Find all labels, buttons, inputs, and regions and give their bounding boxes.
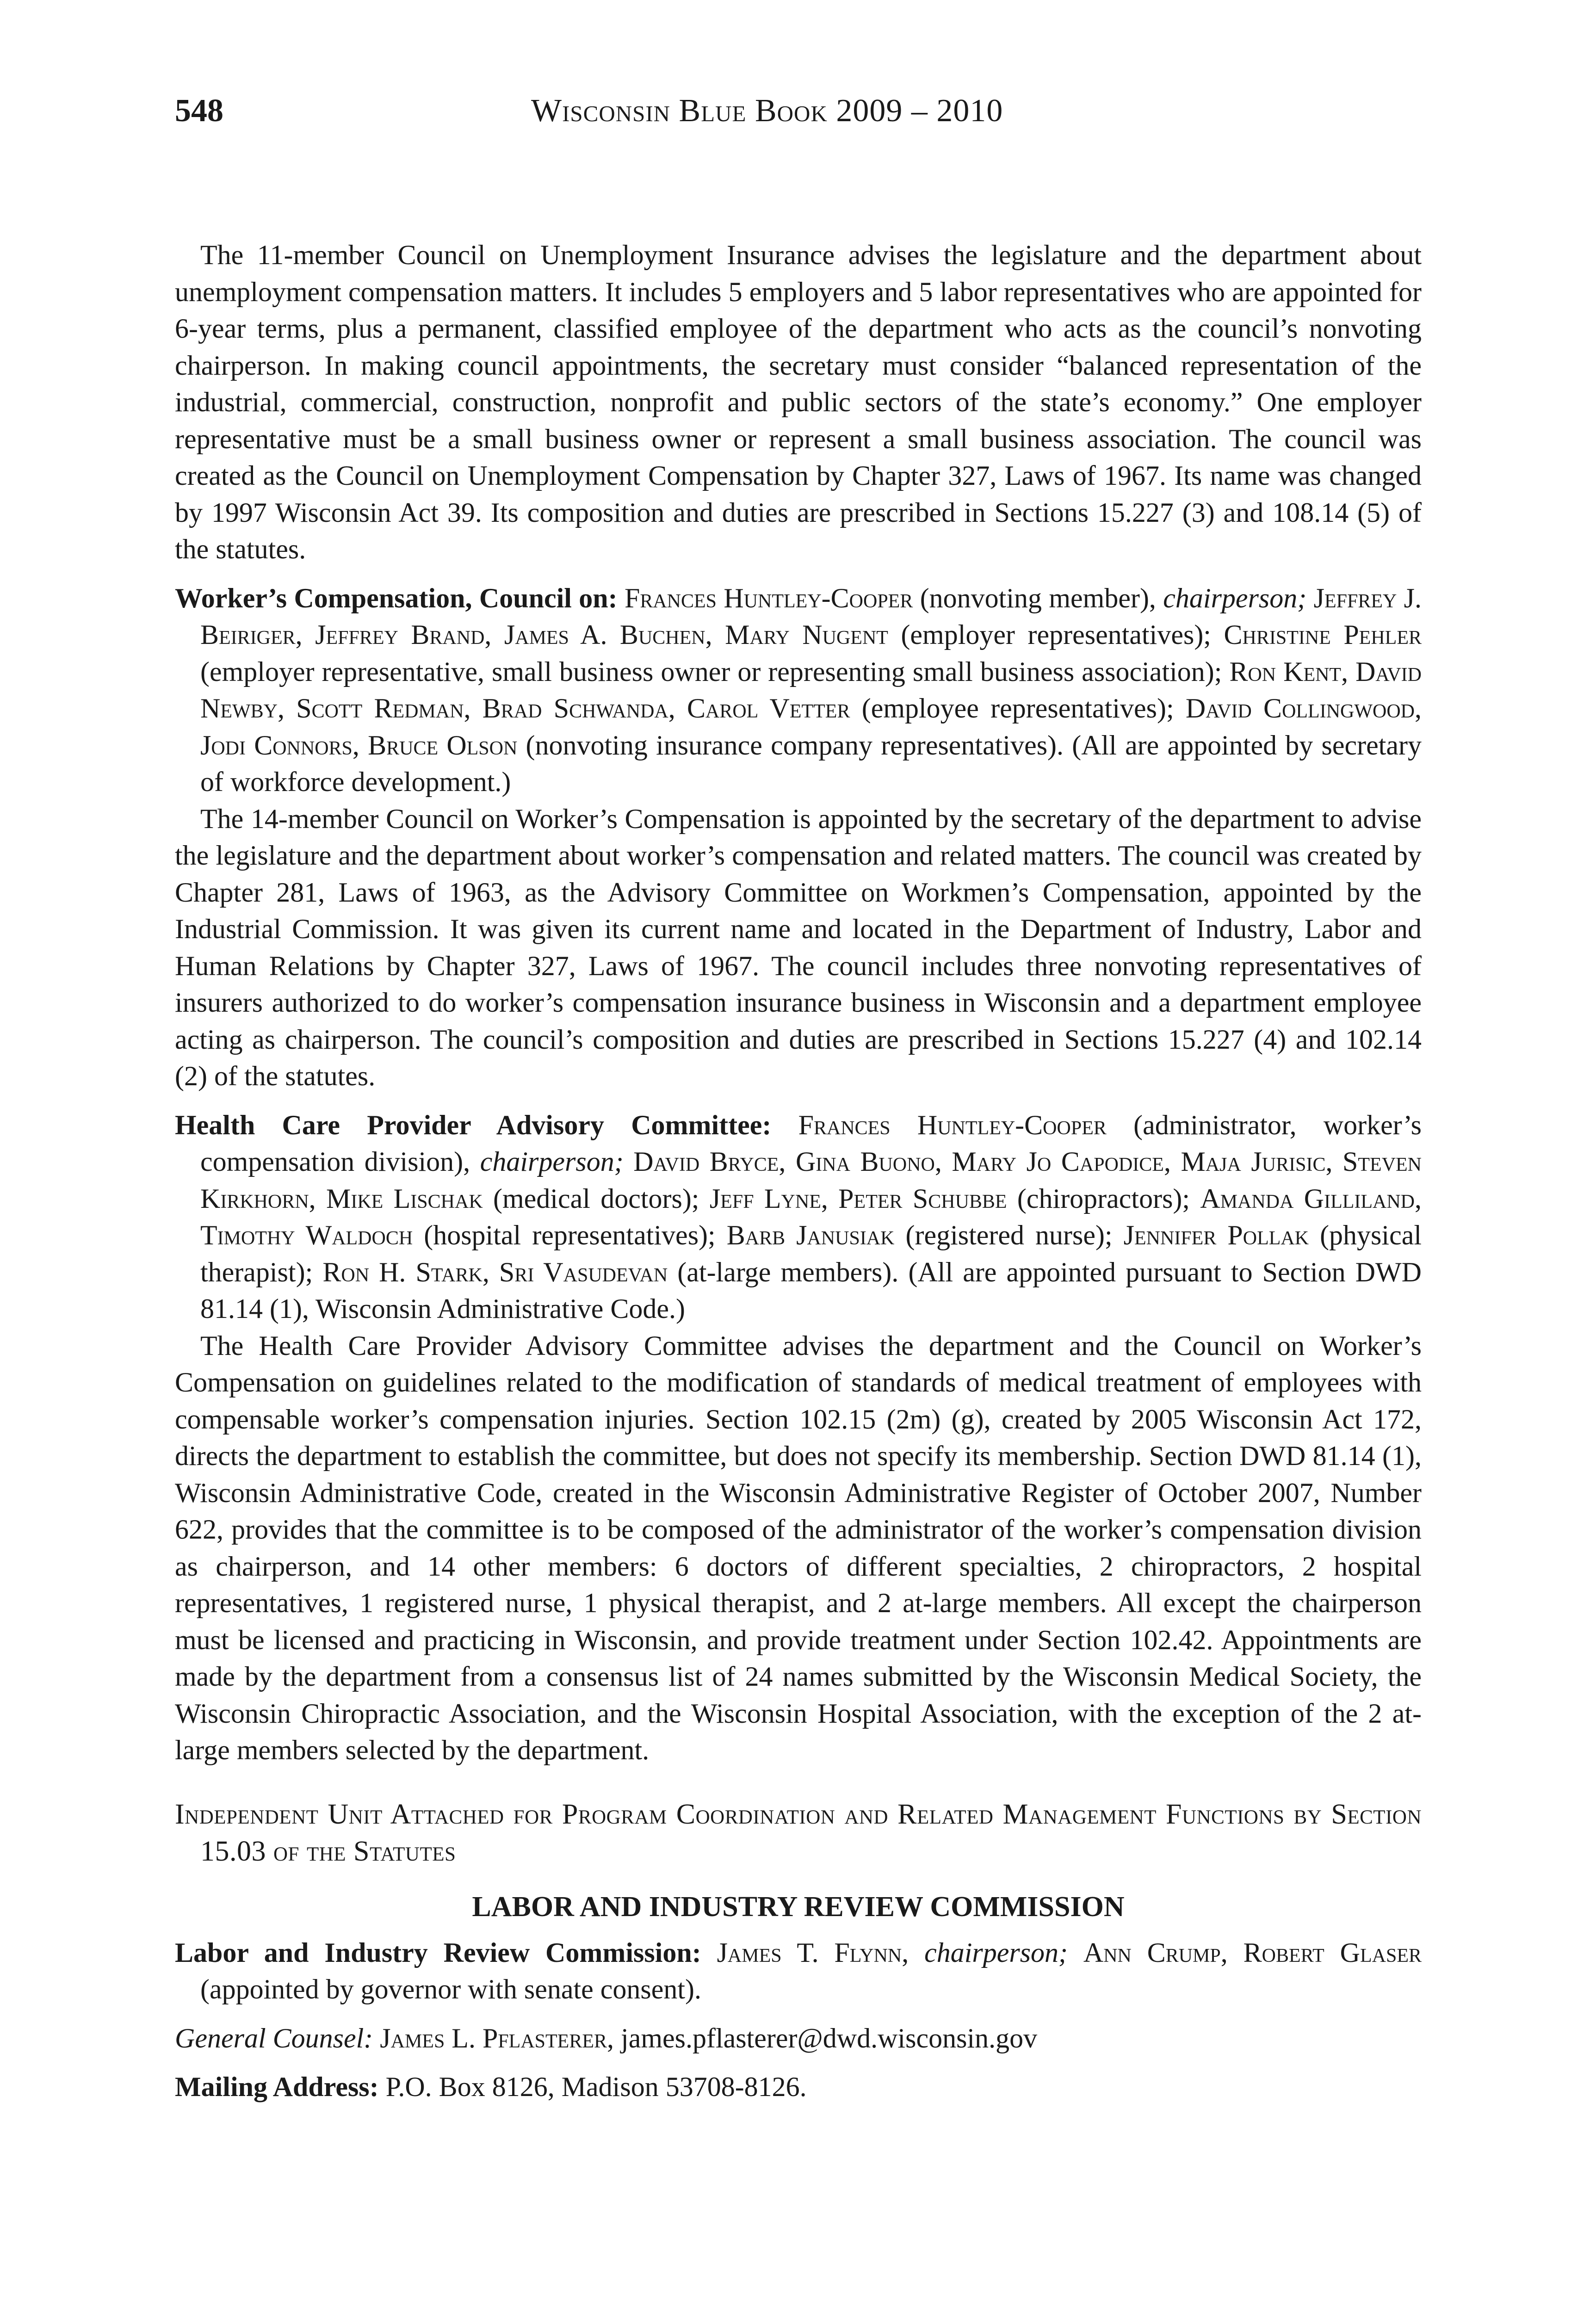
employer-rep-names: Jeffrey J. Beiriger, Jeffrey Brand, James A. Buchen, Mary Nugent — [200, 582, 1422, 650]
page-body — [175, 237, 1422, 2106]
counsel-name: James L. Pflasterer — [380, 2022, 607, 2053]
page-number: 548 — [175, 93, 223, 129]
nurse-note: (registered nurse); — [894, 1220, 1124, 1250]
separator: , — [902, 1937, 925, 1968]
small-business-rep-note: (employer representative, small business owner or representing small business association); — [200, 656, 1230, 687]
small-business-rep-name: Christine Pehler — [1224, 619, 1422, 650]
therapist-name: Jennifer Pollak — [1123, 1220, 1309, 1250]
commissioner-names: Ann Crump, Robert Glaser — [1083, 1937, 1422, 1968]
hospital-rep-note: (hospital representatives); — [413, 1220, 727, 1250]
mailing-address-entry — [175, 2069, 1422, 2106]
at-large-names: Ron H. Stark, Sri Vasudevan — [322, 1256, 668, 1287]
health-care-committee-paragraph: The Health Care Provider Advisory Committee advises the department and the Council on Worker’s Compensation on guidelines related to the modification of standards of medical treatment of employees with compensable worker’s compensation injuries. Section 102.15 (2m) (g), created by 2005 Wisconsin Act 172, directs the department to establish the committee, but does not specify its membership. Section DWD 81.14 (1), Wisconsin Administrative Code, created in the Wisconsin Administrative Register of October 2007, Number 622, provides that the committee is to be composed of the administrator of the worker’s compensation division as chairperson, and 14 other members: 6 doctors of different specialties, 2 chiropractors, 2 hospital representatives, 1 registered nurse, 1 physical therapist, and 2 at-large members. All except the chairperson must be licensed and practicing in Wisconsin, and provide treatment under Section 102.42. Appointments are made by the department from a consensus list of 24 names submitted by the Wisconsin Medical Society, the Wisconsin Chiropractic Association, and the Wisconsin Hospital Association, with the exception of the 2 at-large members selected by the department. — [175, 1330, 1422, 1765]
unemployment-council-paragraph: The 11-member Council on Unemployment Insurance advises the legislature and the department about unemployment compensation matters. It includes 5 employers and 5 labor representatives who are appointed for 6-year terms, plus a permanent, classified employee of the department who acts as the council’s nonvoting chairperson. In making council appointments, the secretary must consider “balanced representation of the industrial, commercial, construction, nonprofit and public sectors of the state’s economy.” One employer representative must be a small business owner or represent a small business association. The council was created as the Council on Unemployment Compensation by Chapter 327, Laws of 1967. Its name was changed by 1997 Wisconsin Act 39. Its composition and duties are prescribed in Sections 15.227 (3) and 108.14 (5) of the statutes. — [175, 240, 1422, 564]
hospital-rep-names: Amanda Gilliland, Timothy Waldoch — [200, 1183, 1422, 1250]
chair-note: (nonvoting member), — [913, 582, 1163, 613]
at-large-note: (at-large members). (All are appointed pursuant to Section DWD 81.14 (1), Wisconsin Administrative Code.) — [200, 1256, 1422, 1324]
unit-heading: LABOR AND INDUSTRY REVIEW COMMISSION — [472, 1891, 1125, 1923]
health-care-committee-entry — [175, 1107, 1422, 1328]
chair-note: (administrator, worker’s compensation division), — [200, 1109, 1422, 1177]
entry-label: Health Care Provider Advisory Committee: — [175, 1109, 772, 1140]
employer-rep-note: (employer representatives); — [888, 619, 1224, 650]
appointment-note: (appointed by governor with senate consent). — [200, 1974, 702, 2004]
mailing-address-value: P.O. Box 8126, Madison 53708-8126. — [378, 2072, 807, 2102]
counsel-email: , james.pflasterer@dwd.wisconsin.gov — [607, 2022, 1038, 2053]
medical-doctor-names: David Bryce, Gina Buono, Mary Jo Capodice, Maja Jurisic, Steven Kirkhorn, Mike Lischak — [200, 1146, 1422, 1214]
chair-name: James T. Flynn — [717, 1937, 902, 1968]
employee-rep-names: Ron Kent, David Newby, Scott Redman, Brad Schwanda, Carol Vetter — [200, 656, 1422, 724]
insurance-rep-names: David Collingwood, Jodi Connors, Bruce Olson — [200, 693, 1422, 761]
chair-name: Frances Huntley-Cooper — [624, 582, 913, 613]
page-header — [175, 93, 1424, 143]
chair-name: Frances Huntley-Cooper — [798, 1109, 1107, 1140]
chair-role: chairperson; — [1163, 582, 1307, 613]
entry-label: Mailing Address: — [175, 2072, 379, 2102]
employee-rep-note: (employee representatives); — [850, 693, 1186, 724]
running-title: Wisconsin Blue Book 2009 – 2010 — [531, 93, 1003, 129]
nurse-name: Barb Janusiak — [726, 1220, 895, 1250]
medical-doctor-note: (medical doctors); — [483, 1183, 710, 1214]
workers-compensation-paragraph: The 14-member Council on Worker’s Compensation is appointed by the secretary of the department to advise the legislature and the department about worker’s compensation and related matters. The council was created by Chapter 281, Laws of 1963, as the Advisory Committee on Workmen’s Compensation, appointed by the Industrial Commission. It was given its current name and located in the Department of Industry, Labor and Human Relations by Chapter 327, Laws of 1967. The council includes three nonvoting representatives of insurers authorized to do worker’s compensation insurance business in Wisconsin and a department employee acting as chairperson. The council’s composition and duties are prescribed in Sections 15.227 (4) and 102.14 (2) of the statutes. — [175, 803, 1422, 1091]
chair-role: chairperson; — [480, 1146, 624, 1177]
entry-label: General Counsel: — [175, 2022, 373, 2053]
section-heading: Independent Unit Attached for Program Coordination and Related Management Functions by Section 15.03 of the Statutes — [175, 1798, 1422, 1867]
lirc-entry — [175, 1935, 1422, 2008]
chiropractor-note: (chiropractors); — [1007, 1183, 1200, 1214]
entry-label: Worker’s Compensation, Council on: — [175, 582, 618, 613]
chiropractor-names: Jeff Lyne, Peter Schubbe — [709, 1183, 1007, 1214]
therapist-note: (physical therapist); — [200, 1220, 1422, 1287]
workers-compensation-council-entry — [175, 580, 1422, 801]
chair-role: chairperson; — [924, 1937, 1068, 1968]
general-counsel-entry — [175, 2020, 1422, 2057]
entry-label: Labor and Industry Review Commission: — [175, 1937, 701, 1968]
insurance-rep-note: (nonvoting insurance company representatives). (All are appointed by secretary of workforce development.) — [200, 730, 1422, 797]
